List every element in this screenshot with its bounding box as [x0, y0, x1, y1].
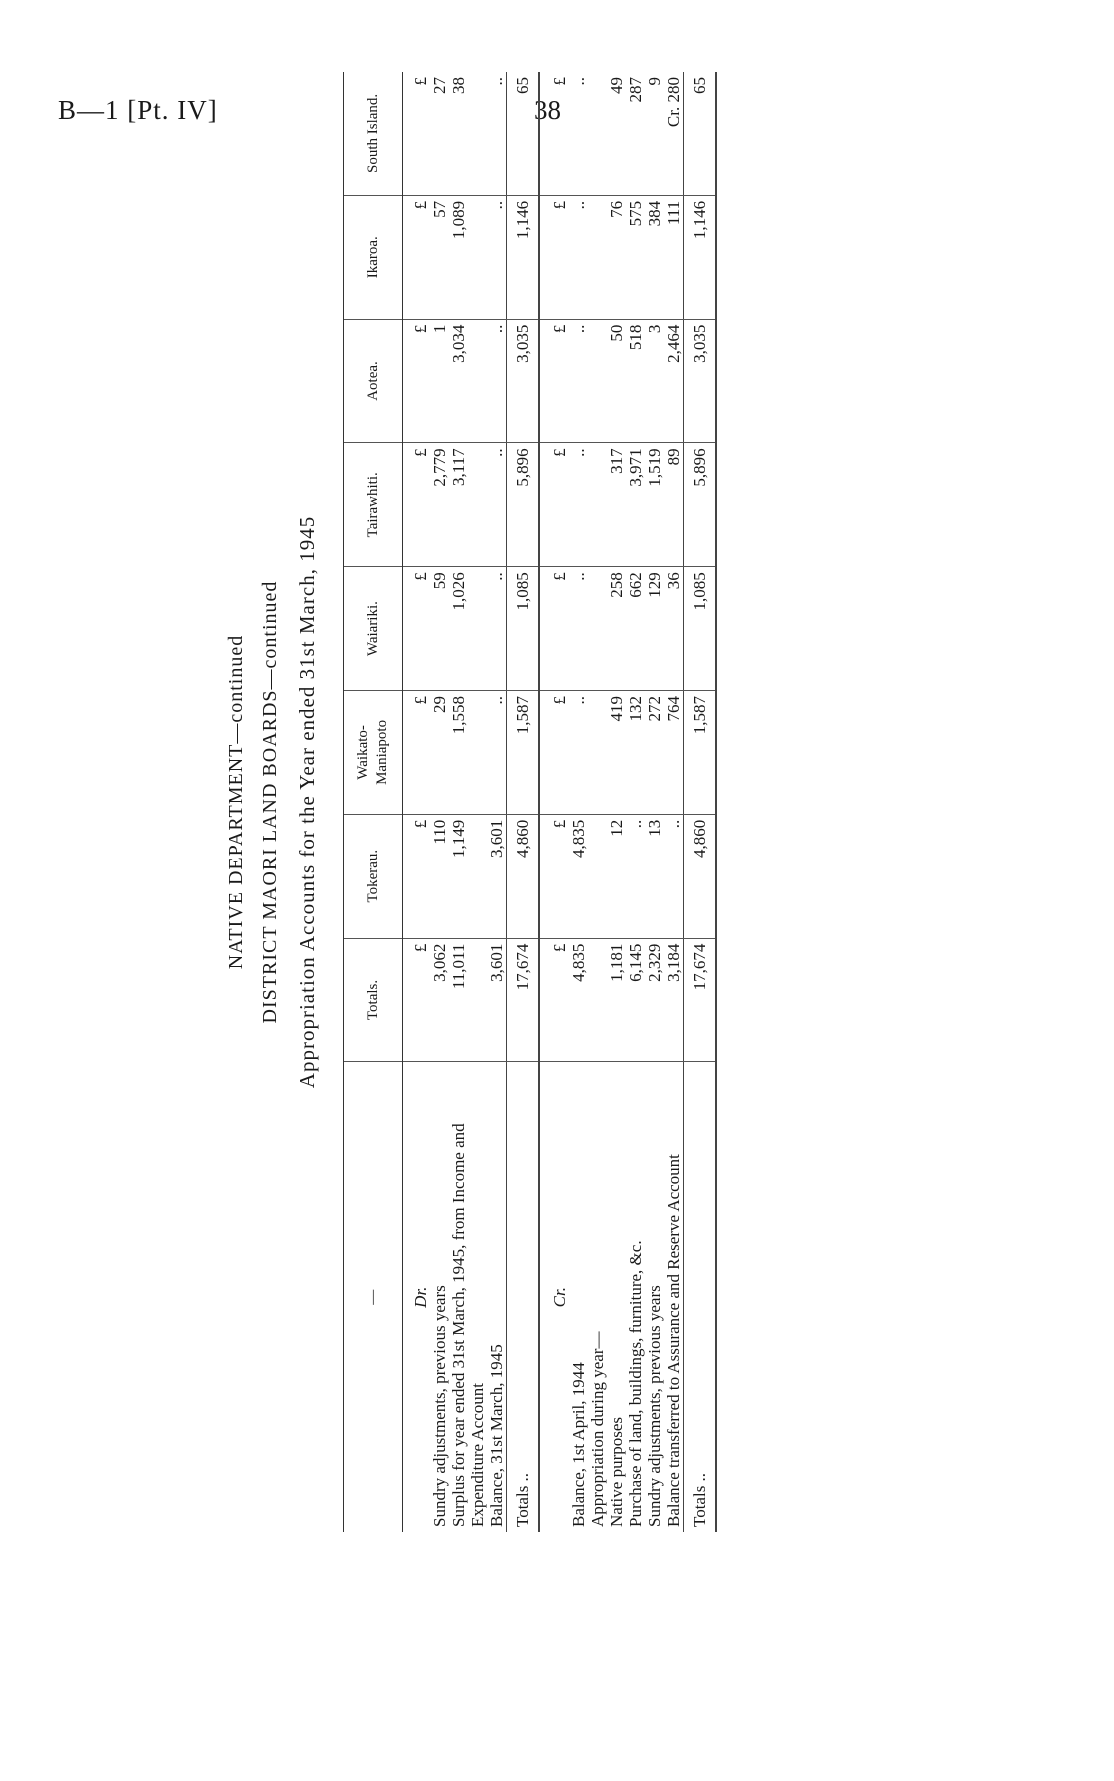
total-value: 3,035	[507, 319, 540, 443]
cell-value: ..	[569, 691, 588, 815]
table-row	[569, 72, 588, 1532]
total-value: 65	[684, 72, 717, 195]
total-value: 1,587	[507, 691, 540, 815]
cell-value: 49	[607, 72, 626, 195]
cell-value	[588, 195, 607, 319]
cell-value: 1,026	[449, 567, 487, 691]
cell-value: 57	[430, 195, 449, 319]
cell-value: 3,184	[664, 938, 684, 1062]
row-label: Sundry adjustments, previous years	[645, 1285, 664, 1527]
currency-cell: £	[403, 567, 431, 691]
total-value: 4,860	[507, 814, 540, 938]
currency-cell: £	[403, 72, 431, 195]
col-header-totals: Totals.	[344, 938, 403, 1062]
cell-value: 59	[430, 567, 449, 691]
cell-value: Cr. 280	[664, 72, 684, 195]
col-header-tairawhiti: Tairawhiti.	[344, 443, 403, 567]
table-row	[588, 72, 607, 1532]
cell-value: 129	[645, 567, 664, 691]
table-row	[626, 72, 645, 1532]
row-label: Balance transferred to Assurance and Reserve Account	[664, 1154, 683, 1527]
cell-value	[588, 938, 607, 1062]
cell-value: ..	[569, 72, 588, 195]
cell-value: ..	[569, 195, 588, 319]
table-row	[664, 72, 684, 1532]
total-value: 1,085	[507, 567, 540, 691]
cell-value: 111	[664, 195, 684, 319]
total-value: 1,085	[684, 567, 717, 691]
cell-value	[588, 691, 607, 815]
cr-heading-row	[539, 72, 569, 1532]
cr-totals-row	[684, 72, 717, 1532]
cell-value: 4,835	[569, 938, 588, 1062]
dr-heading: Dr.	[411, 1286, 430, 1308]
cell-value: 384	[645, 195, 664, 319]
cell-value: ..	[487, 691, 507, 815]
total-value: 1,146	[684, 195, 717, 319]
cell-value: 132	[626, 691, 645, 815]
table-row	[449, 72, 487, 1532]
currency-cell: £	[539, 195, 569, 319]
cell-value: ..	[487, 567, 507, 691]
cell-value: 662	[626, 567, 645, 691]
table-row	[645, 72, 664, 1532]
col-header-aotea: Aotea.	[344, 319, 403, 443]
cell-value: ..	[487, 443, 507, 567]
cell-value: 272	[645, 691, 664, 815]
cell-value: 317	[607, 443, 626, 567]
cell-value: ..	[569, 567, 588, 691]
currency-cell: £	[403, 443, 431, 567]
col-header-label: —	[344, 1062, 403, 1532]
cell-value: 575	[626, 195, 645, 319]
currency-cell: £	[403, 691, 431, 815]
row-label: Appropriation during year—	[588, 1331, 607, 1527]
currency-cell: £	[403, 814, 431, 938]
cell-value: 3,971	[626, 443, 645, 567]
cell-value: 3,117	[449, 443, 487, 567]
rotated-table-sheet	[225, 72, 1114, 1532]
row-label: Balance, 1st April, 1944	[569, 1362, 588, 1527]
cell-value: 1,181	[607, 938, 626, 1062]
title-boards: DISTRICT MAORI LAND BOARDS—continued	[259, 580, 281, 1024]
total-value: 65	[507, 72, 540, 195]
appropriation-accounts-table	[343, 72, 717, 1532]
cell-value	[588, 72, 607, 195]
row-label: Sundry adjustments, previous years	[430, 1285, 449, 1527]
cell-value: 419	[607, 691, 626, 815]
dr-heading-row	[403, 72, 431, 1532]
col-header-ikaroa: Ikaroa.	[344, 195, 403, 319]
cell-value: ..	[487, 319, 507, 443]
table-row	[487, 72, 507, 1532]
cell-value: ..	[664, 814, 684, 938]
cell-value: 1	[430, 319, 449, 443]
page-number: 38	[534, 95, 561, 125]
total-value: 17,674	[507, 938, 540, 1062]
cell-value: 6,145	[626, 938, 645, 1062]
cell-value: ..	[487, 195, 507, 319]
total-value: 1,146	[507, 195, 540, 319]
cell-value: 89	[664, 443, 684, 567]
totals-label: Totals ..	[507, 1062, 540, 1532]
cell-value: 1,089	[449, 195, 487, 319]
cell-value: 2,464	[664, 319, 684, 443]
cr-heading: Cr.	[550, 1287, 569, 1308]
cell-value: 3,601	[487, 814, 507, 938]
cell-value: 9	[645, 72, 664, 195]
total-value: 4,860	[684, 814, 717, 938]
cell-value: 1,519	[645, 443, 664, 567]
cell-value: 4,835	[569, 814, 588, 938]
row-label: Balance, 31st March, 1945	[487, 1344, 506, 1527]
total-value: 17,674	[684, 938, 717, 1062]
cell-value: 2,329	[645, 938, 664, 1062]
cell-value	[588, 319, 607, 443]
cell-value	[588, 814, 607, 938]
cell-value: ..	[569, 443, 588, 567]
cell-value: ..	[626, 814, 645, 938]
col-header-waiariki: Waiariki.	[344, 567, 403, 691]
cell-value: 36	[664, 567, 684, 691]
cell-value: 11,011	[449, 938, 487, 1062]
table-row	[607, 72, 626, 1532]
cell-value: 76	[607, 195, 626, 319]
total-value: 1,587	[684, 691, 717, 815]
row-label: Native purposes	[607, 1416, 626, 1527]
currency-cell: £	[539, 72, 569, 195]
cell-value: 29	[430, 691, 449, 815]
col-header-tokerau: Tokerau.	[344, 814, 403, 938]
currency-cell: £	[539, 567, 569, 691]
dr-totals-row	[507, 72, 540, 1532]
currency-cell: £	[403, 938, 431, 1062]
currency-cell: £	[539, 938, 569, 1062]
total-value: 5,896	[684, 443, 717, 567]
total-value: 5,896	[507, 443, 540, 567]
currency-cell: £	[403, 319, 431, 443]
cell-value: 110	[430, 814, 449, 938]
cell-value: ..	[569, 319, 588, 443]
cell-value	[588, 443, 607, 567]
cell-value	[588, 567, 607, 691]
cell-value: ..	[487, 72, 507, 195]
currency-cell: £	[539, 319, 569, 443]
cell-value: 38	[449, 72, 487, 195]
title-appropriation: Appropriation Accounts for the Year ended 31st March, 1945	[295, 515, 319, 1089]
cell-value: 3	[645, 319, 664, 443]
row-label: Purchase of land, buildings, furniture, &c.	[626, 1240, 645, 1527]
currency-cell: £	[539, 691, 569, 815]
cell-value: 3,034	[449, 319, 487, 443]
cell-value: 287	[626, 72, 645, 195]
cell-value: 3,601	[487, 938, 507, 1062]
currency-cell: £	[539, 443, 569, 567]
cell-value: 27	[430, 72, 449, 195]
col-header-waikato-maniapoto: Waikato-Maniapoto	[344, 691, 403, 815]
cell-value: 2,779	[430, 443, 449, 567]
column-header-row	[344, 72, 403, 1532]
currency-cell: £	[403, 195, 431, 319]
cell-value: 1,149	[449, 814, 487, 938]
currency-cell: £	[539, 814, 569, 938]
cell-value: 518	[626, 319, 645, 443]
cell-value: 1,558	[449, 691, 487, 815]
total-value: 3,035	[684, 319, 717, 443]
cell-value: 13	[645, 814, 664, 938]
cell-value: 12	[607, 814, 626, 938]
row-label: Surplus for year ended 31st March, 1945, from Income and Expenditure Account	[449, 1123, 487, 1527]
title-department: NATIVE DEPARTMENT—continued	[225, 634, 247, 970]
totals-label: Totals ..	[684, 1062, 717, 1532]
col-header-south-island: South Island.	[344, 72, 403, 195]
cell-value: 50	[607, 319, 626, 443]
document-reference: B—1 [Pt. IV]	[58, 95, 218, 125]
cell-value: 764	[664, 691, 684, 815]
cell-value: 258	[607, 567, 626, 691]
table-row	[430, 72, 449, 1532]
cell-value: 3,062	[430, 938, 449, 1062]
